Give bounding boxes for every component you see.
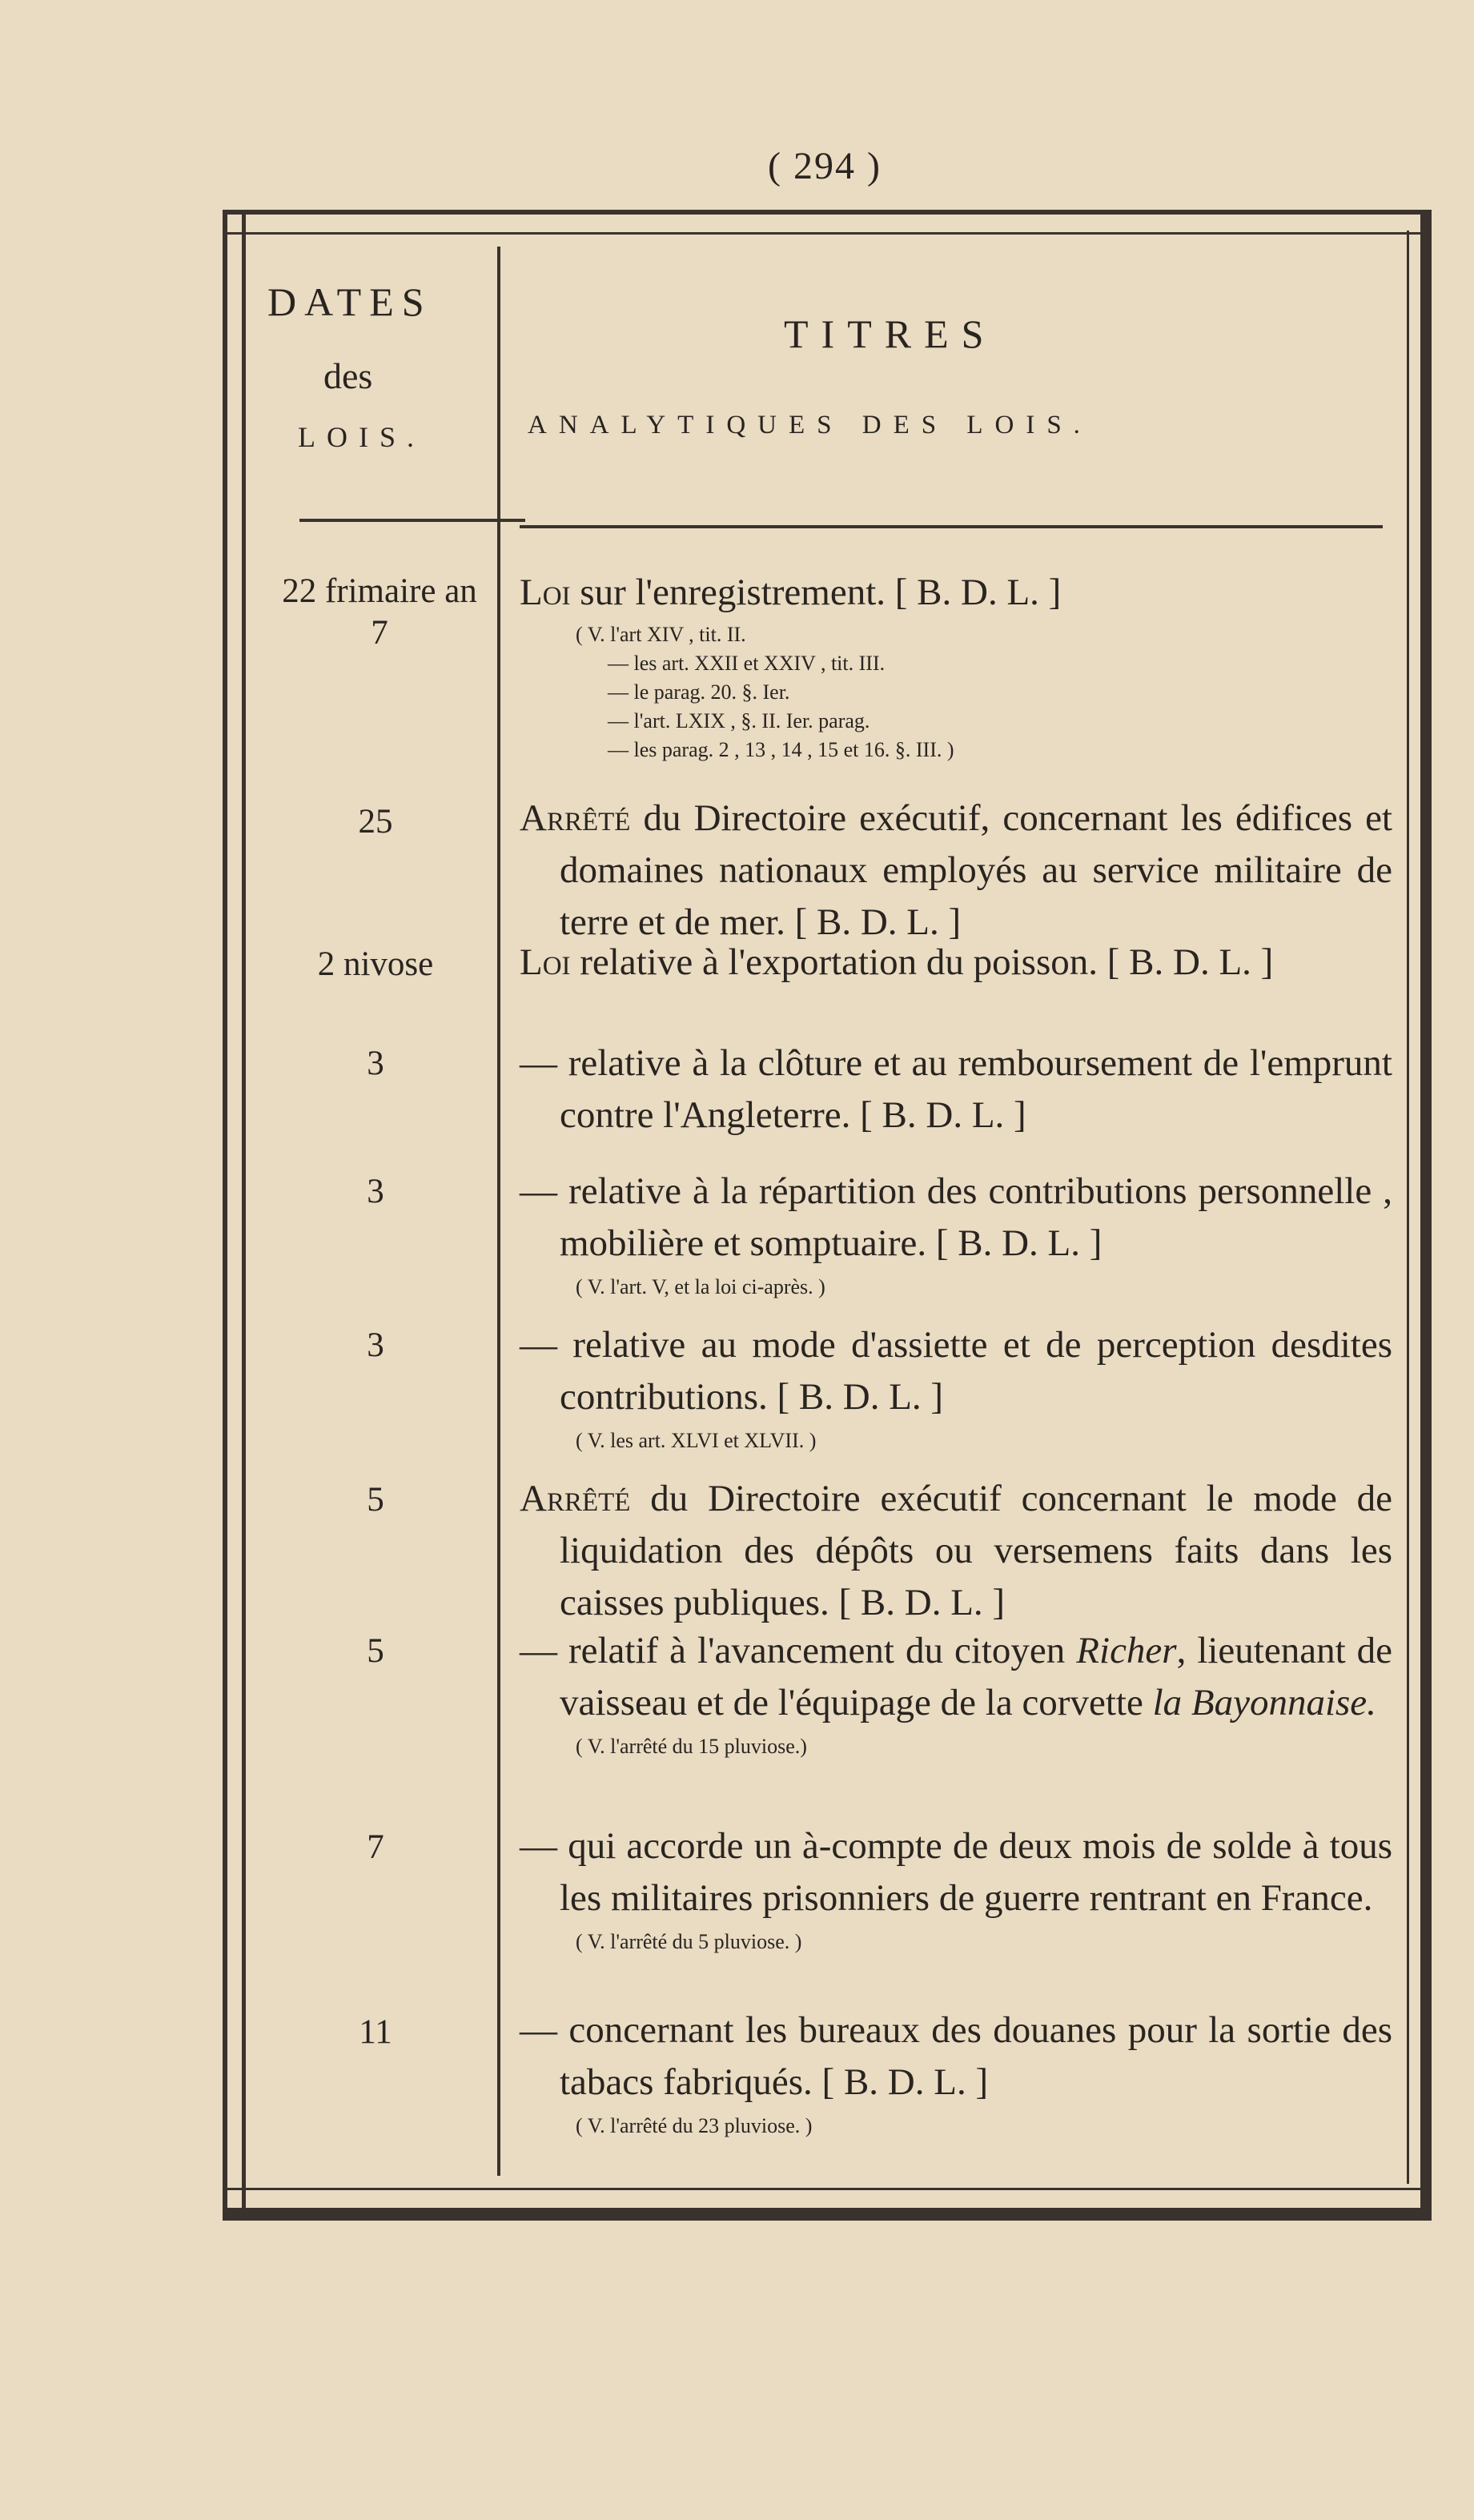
entry-references: [520, 620, 1392, 764]
entry-lead: —: [520, 1825, 557, 1867]
analytiques-heading: ANALYTIQUES DES LOIS.: [528, 411, 1092, 439]
dates-subheading: des: [323, 355, 373, 396]
entry-reference: ( V. l'arrêté du 5 pluviose. ): [576, 1930, 802, 1953]
entry-text: [520, 793, 1392, 949]
entry-body: relative au mode d'assiette et de perception desdites contributions. [ B. D. L. ]: [557, 1324, 1392, 1418]
reference-line: — l'art. LXIX , §. II. Ier. parag.: [608, 709, 870, 732]
bottom-rule: [227, 2188, 1420, 2190]
entry-body: sur l'enregistrement. [ B. D. L. ]: [570, 572, 1062, 613]
law-entry: [520, 1473, 1392, 1629]
right-rule: [1407, 231, 1409, 2184]
entry-text: [520, 2004, 1392, 2109]
entry-lead: Loi: [520, 941, 571, 983]
entry-body: relatif à l'avancement du citoyen: [557, 1630, 1077, 1671]
top-rule: [227, 232, 1420, 235]
entry-body: relative à la clôture et au remboursement de l'emprunt contre l'Angleterre. [ B. D. L. ]: [557, 1042, 1392, 1136]
entry-lead: —: [520, 2009, 557, 2051]
law-entry: [520, 937, 1392, 989]
header-rule-right: [520, 525, 1383, 528]
entry-reference: ( V. les art. XLVI et XLVII. ): [576, 1429, 817, 1452]
entry-reference: ( V. l'arrêté du 23 pluviose. ): [576, 2114, 813, 2137]
entry-body: du Directoire exécutif concernant le mode de liquidation des dépôts ou versemens faits dans les caisses publiques. [ B. D. L. ]: [560, 1478, 1392, 1623]
entry-lead: Arrêté: [520, 1478, 631, 1519]
page-number: ( 294 ): [768, 145, 882, 187]
entry-body: du Directoire exécutif, concernant les édifices et domaines nationaux employés au service militaire de terre et de mer. [ B. D. L. ]: [560, 797, 1392, 943]
date-cell: 11: [359, 2013, 392, 2051]
law-entry: [520, 2004, 1392, 2141]
law-entry: [520, 1166, 1392, 1302]
entry-lead: Arrêté: [520, 797, 631, 839]
entry-lead: Loi: [520, 572, 571, 613]
entry-reference: ( V. l'art. V, et la loi ci-après. ): [576, 1275, 825, 1298]
entry-text: [520, 567, 1392, 619]
law-table: [223, 210, 1432, 2221]
law-entry: [520, 793, 1392, 949]
reference-line: — le parag. 20. §. Ier.: [608, 680, 790, 704]
law-entry: [520, 1037, 1392, 1142]
entry-lead: —: [520, 1324, 557, 1366]
date-cell: 7: [367, 1828, 384, 1866]
entry-text: [520, 1319, 1392, 1423]
dates-heading: DATES: [267, 279, 432, 324]
entry-lead: —: [520, 1630, 557, 1671]
column-divider: [497, 247, 500, 2176]
titres-heading: TITRES: [784, 311, 997, 356]
entry-body: , lieutenant de vaisseau et de l'équipage de la corvette: [560, 1630, 1392, 1723]
law-entry: [520, 1319, 1392, 1455]
date-cell: 3: [367, 1326, 384, 1364]
date-cell: 3: [367, 1045, 384, 1082]
law-entry: [520, 1820, 1392, 1956]
reference-line: — les art. XXII et XXIV , tit. III.: [608, 652, 886, 675]
entry-lead: —: [520, 1170, 557, 1212]
left-rule: [242, 215, 246, 2208]
dates-lois-heading: LOIS.: [298, 421, 425, 453]
entry-text: [520, 1473, 1392, 1629]
entry-text: [520, 1166, 1392, 1270]
entry-text: [520, 937, 1392, 989]
entry-reference: ( V. l'arrêté du 15 pluviose.): [576, 1735, 807, 1758]
reference-line: — les parag. 2 , 13 , 14 , 15 et 16. §. III. ): [608, 738, 954, 761]
entry-text: [520, 1625, 1392, 1729]
law-entry: [520, 567, 1392, 764]
date-cell: 3: [367, 1173, 384, 1210]
date-cell: 2 nivose: [317, 945, 434, 983]
entry-body: relative à l'exportation du poisson. [ B. D. L. ]: [570, 941, 1274, 983]
entry-body: relative à la répartition des contributions personnelle , mobilière et somptuaire. [ B. D. L. ]: [557, 1170, 1392, 1264]
header-rule-left: [299, 519, 525, 522]
entry-lead: —: [520, 1042, 557, 1084]
date-cell: 5: [367, 1481, 384, 1519]
entry-body: qui accorde un à-compte de deux mois de solde à tous les militaires prisonniers de guerre rentrant en France.: [557, 1825, 1392, 1919]
person-name: Richer: [1076, 1630, 1177, 1671]
entry-text: [520, 1820, 1392, 1924]
date-cell: 5: [367, 1632, 384, 1670]
date-cell: 25: [358, 803, 393, 841]
reference-line: ( V. l'art XIV , tit. II.: [576, 623, 746, 646]
ship-name: la Bayonnaise.: [1152, 1682, 1376, 1723]
law-entry: [520, 1625, 1392, 1761]
entry-body: concernant les bureaux des douanes pour la sortie des tabacs fabriqués. [ B. D. L. ]: [557, 2009, 1392, 2103]
entry-text: [520, 1037, 1392, 1142]
date-cell: 22 frimaire an 7: [282, 572, 477, 652]
